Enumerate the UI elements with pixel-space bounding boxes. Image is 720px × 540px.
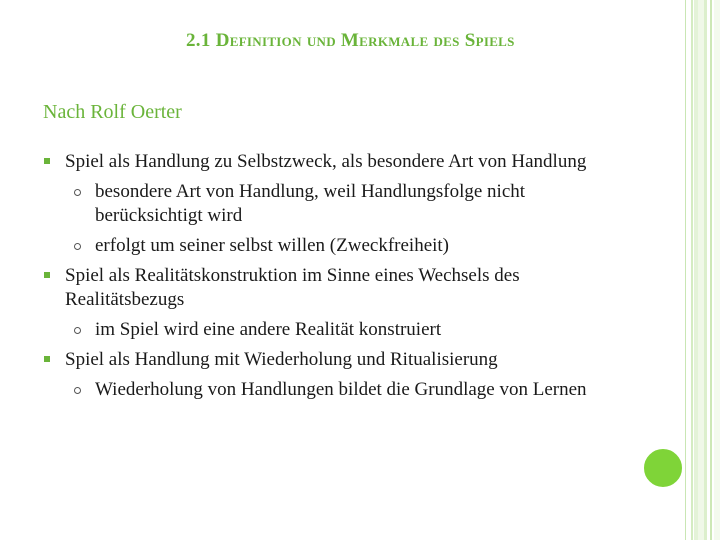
sub-bullet-item — [44, 318, 634, 342]
decorative-stripe — [714, 0, 720, 540]
sub-bullet-text: Wiederholung von Handlungen bildet die Grundlage von Lernen — [95, 379, 587, 400]
decorative-circle — [641, 446, 685, 490]
circle-bullet-icon — [74, 387, 81, 394]
sub-bullet-item — [44, 234, 634, 258]
circle-bullet-icon — [74, 243, 81, 250]
decorative-stripe — [704, 0, 707, 540]
square-bullet-icon — [44, 356, 50, 362]
square-bullet-icon — [44, 158, 50, 164]
bullet-item — [44, 348, 634, 372]
bullet-text: Spiel als Handlung mit Wiederholung und Ritualisierung — [65, 349, 498, 370]
sub-bullet-text: erfolgt um seiner selbst willen (Zweckfreiheit) — [95, 235, 450, 256]
bullet-list — [44, 150, 634, 408]
sub-bullet-text: im Spiel wird eine andere Realität konstruiert — [95, 319, 442, 340]
sub-bullet-text: besondere Art von Handlung, weil Handlungsfolge nicht berücksichtigt wird — [95, 181, 526, 226]
bullet-text: Spiel als Realitätskonstruktion im Sinne eines Wechsels des Realitätsbezugs — [65, 265, 520, 310]
decorative-stripe — [710, 0, 712, 540]
bullet-item — [44, 150, 634, 174]
slide-title: 2.1 Definition und Merkmale des Spiels — [186, 30, 515, 51]
sub-bullet-item — [44, 180, 634, 228]
slide-subtitle: Nach Rolf Oerter — [43, 101, 182, 123]
sub-bullet-item — [44, 378, 634, 402]
bullet-text: Spiel als Handlung zu Selbstzweck, als besondere Art von Handlung — [65, 151, 587, 172]
square-bullet-icon — [44, 272, 50, 278]
circle-bullet-icon — [74, 189, 81, 196]
decorative-stripe — [691, 0, 693, 540]
circle-bullet-icon — [74, 327, 81, 334]
bullet-item — [44, 264, 634, 312]
decorative-stripe — [685, 0, 686, 540]
